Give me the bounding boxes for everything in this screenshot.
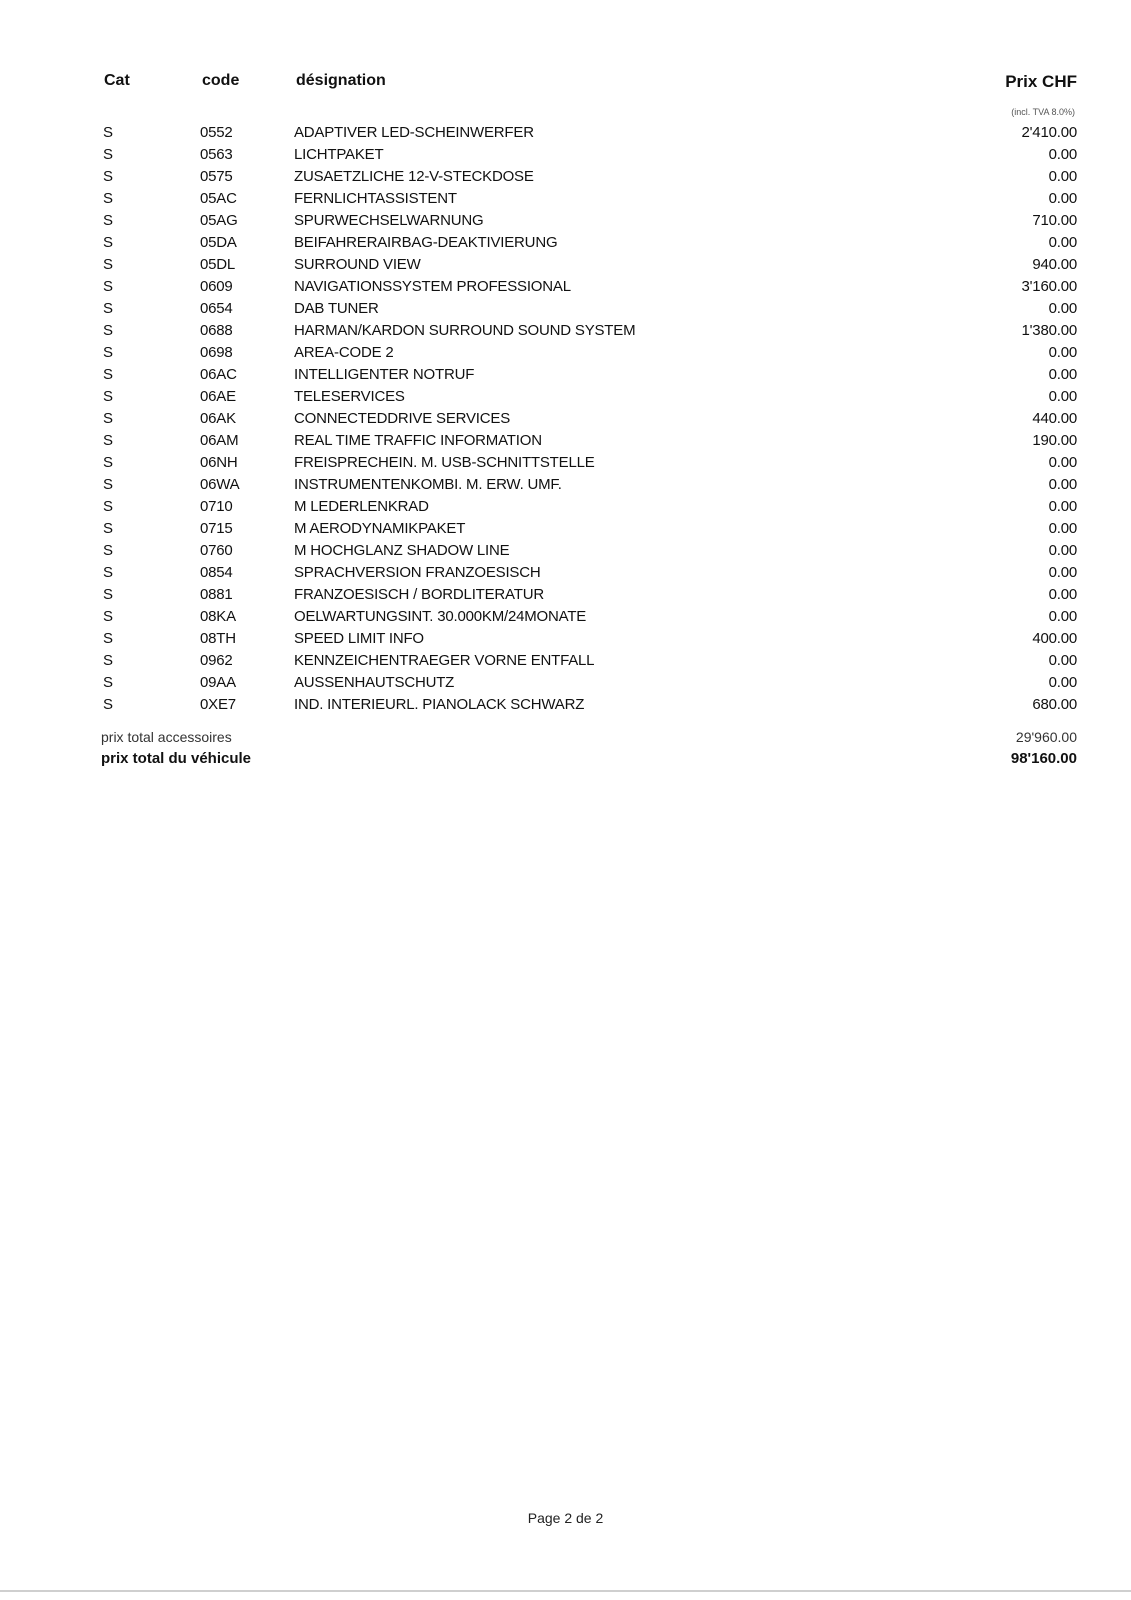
scan-edge-line: [0, 1590, 1131, 1592]
row-price: 1'380.00: [1021, 322, 1077, 339]
row-designation: AREA-CODE 2: [294, 344, 394, 361]
row-cat: S: [103, 300, 113, 317]
row-designation: HARMAN/KARDON SURROUND SOUND SYSTEM: [294, 322, 636, 339]
row-price: 0.00: [1048, 542, 1077, 559]
table-row: [101, 232, 1077, 254]
row-price: 190.00: [1032, 432, 1077, 449]
row-designation: NAVIGATIONSSYSTEM PROFESSIONAL: [294, 278, 571, 295]
row-cat: S: [103, 256, 113, 273]
row-code: 06AM: [200, 432, 239, 449]
row-designation: KENNZEICHENTRAEGER VORNE ENTFALL: [294, 652, 595, 669]
table-row: [101, 254, 1077, 276]
row-cat: S: [103, 498, 113, 515]
row-price: 0.00: [1048, 608, 1077, 625]
row-code: 08TH: [200, 630, 236, 647]
row-price: 0.00: [1048, 190, 1077, 207]
row-designation: SURROUND VIEW: [294, 256, 421, 273]
row-price: 0.00: [1048, 146, 1077, 163]
row-cat: S: [103, 190, 113, 207]
header-cat: Cat: [104, 72, 130, 89]
row-code: 0854: [200, 564, 233, 581]
row-cat: S: [103, 212, 113, 229]
row-cat: S: [103, 388, 113, 405]
table-row: [101, 452, 1077, 474]
row-code: 0609: [200, 278, 233, 295]
row-price: 0.00: [1048, 476, 1077, 493]
total-vehicle-label: prix total du véhicule: [101, 750, 252, 767]
table-row: [101, 606, 1077, 628]
row-code: 05AG: [200, 212, 238, 229]
row-designation: FRANZOESISCH / BORDLITERATUR: [294, 586, 544, 603]
row-designation: SPURWECHSELWARNUNG: [294, 212, 484, 229]
row-code: 05DL: [200, 256, 236, 273]
row-price: 710.00: [1032, 212, 1077, 229]
total-vehicle-row: [101, 748, 1077, 769]
row-price: 0.00: [1048, 564, 1077, 581]
row-price: 940.00: [1032, 256, 1077, 273]
row-price: 0.00: [1048, 234, 1077, 251]
row-designation: ADAPTIVER LED-SCHEINWERFER: [294, 124, 534, 141]
row-code: 06WA: [200, 476, 240, 493]
table-row: [101, 298, 1077, 320]
table-row: [101, 584, 1077, 606]
table-row: [101, 166, 1077, 188]
row-cat: S: [103, 564, 113, 581]
table-row: [101, 540, 1077, 562]
row-price: 0.00: [1048, 366, 1077, 383]
table-row: [101, 276, 1077, 298]
row-cat: S: [103, 520, 113, 537]
row-designation: IND. INTERIEURL. PIANOLACK SCHWARZ: [294, 696, 585, 713]
table-row: [101, 628, 1077, 650]
total-accessories-row: [101, 727, 1077, 748]
row-cat: S: [103, 608, 113, 625]
header-price: Prix CHF: [1005, 72, 1077, 91]
row-code: 0552: [200, 124, 233, 141]
vat-note: (incl. TVA 8.0%): [1011, 107, 1075, 117]
table-row: [101, 386, 1077, 408]
row-code: 06NH: [200, 454, 238, 471]
row-designation: DAB TUNER: [294, 300, 379, 317]
table-row: [101, 342, 1077, 364]
totals-block: [101, 727, 1077, 769]
row-price: 0.00: [1048, 388, 1077, 405]
row-price: 0.00: [1048, 168, 1077, 185]
table-row: [101, 650, 1077, 672]
row-code: 0881: [200, 586, 233, 603]
row-code: 0710: [200, 498, 233, 515]
row-code: 0575: [200, 168, 233, 185]
row-code: 08KA: [200, 608, 236, 625]
row-code: 06AK: [200, 410, 236, 427]
row-designation: FREISPRECHEIN. M. USB-SCHNITTSTELLE: [294, 454, 595, 471]
row-code: 0563: [200, 146, 233, 163]
row-designation: INSTRUMENTENKOMBI. M. ERW. UMF.: [294, 476, 562, 493]
row-designation: REAL TIME TRAFFIC INFORMATION: [294, 432, 542, 449]
row-cat: S: [103, 322, 113, 339]
row-designation: TELESERVICES: [294, 388, 405, 405]
row-price: 2'410.00: [1021, 124, 1077, 141]
row-designation: INTELLIGENTER NOTRUF: [294, 366, 475, 383]
row-price: 0.00: [1048, 674, 1077, 691]
row-price: 3'160.00: [1021, 278, 1077, 295]
row-cat: S: [103, 234, 113, 251]
row-designation: AUSSENHAUTSCHUTZ: [294, 674, 455, 691]
row-designation: FERNLICHTASSISTENT: [294, 190, 457, 207]
row-cat: S: [103, 146, 113, 163]
row-cat: S: [103, 454, 113, 471]
row-price: 0.00: [1048, 652, 1077, 669]
table-row: [101, 188, 1077, 210]
table-row: [101, 518, 1077, 540]
total-accessories-label: prix total accessoires: [101, 729, 232, 745]
table-row: [101, 430, 1077, 452]
row-designation: M AERODYNAMIKPAKET: [294, 520, 466, 537]
row-price: 0.00: [1048, 300, 1077, 317]
row-designation: M LEDERLENKRAD: [294, 498, 429, 515]
row-designation: OELWARTUNGSINT. 30.000KM/24MONATE: [294, 608, 587, 625]
row-cat: S: [103, 674, 113, 691]
row-designation: BEIFAHRERAIRBAG-DEAKTIVIERUNG: [294, 234, 558, 251]
row-code: 0698: [200, 344, 233, 361]
row-price: 0.00: [1048, 586, 1077, 603]
page-number: Page 2 de 2: [527, 1510, 604, 1526]
table-row: [101, 210, 1077, 232]
table-row: [101, 672, 1077, 694]
total-vehicle-value: 98'160.00: [1010, 750, 1077, 767]
row-price: 680.00: [1032, 696, 1077, 713]
total-accessories-value: 29'960.00: [1015, 729, 1077, 745]
table-row: [101, 144, 1077, 166]
table-row: [101, 364, 1077, 386]
row-price: 440.00: [1032, 410, 1077, 427]
row-cat: S: [103, 366, 113, 383]
row-cat: S: [103, 696, 113, 713]
row-cat: S: [103, 168, 113, 185]
row-designation: M HOCHGLANZ SHADOW LINE: [294, 542, 510, 559]
table-row: [101, 122, 1077, 144]
row-cat: S: [103, 586, 113, 603]
row-price: 0.00: [1048, 454, 1077, 471]
row-price: 0.00: [1048, 520, 1077, 537]
row-cat: S: [103, 476, 113, 493]
table-row: [101, 694, 1077, 716]
row-code: 0654: [200, 300, 233, 317]
row-designation: SPEED LIMIT INFO: [294, 630, 424, 647]
row-code: 0962: [200, 652, 233, 669]
row-designation: SPRACHVERSION FRANZOESISCH: [294, 564, 541, 581]
row-price: 0.00: [1048, 344, 1077, 361]
row-price: 400.00: [1032, 630, 1077, 647]
row-code: 09AA: [200, 674, 236, 691]
row-cat: S: [103, 344, 113, 361]
row-code: 0760: [200, 542, 233, 559]
header-code: code: [202, 72, 240, 89]
row-cat: S: [103, 278, 113, 295]
row-code: 05AC: [200, 190, 237, 207]
table-header: [104, 72, 1077, 96]
row-code: 0715: [200, 520, 233, 537]
row-cat: S: [103, 542, 113, 559]
row-cat: S: [103, 432, 113, 449]
row-cat: S: [103, 630, 113, 647]
row-cat: S: [103, 124, 113, 141]
options-table: [101, 122, 1077, 716]
row-code: 06AC: [200, 366, 237, 383]
table-row: [101, 562, 1077, 584]
row-cat: S: [103, 410, 113, 427]
row-code: 0688: [200, 322, 233, 339]
table-row: [101, 320, 1077, 342]
table-row: [101, 496, 1077, 518]
table-row: [101, 474, 1077, 496]
row-designation: LICHTPAKET: [294, 146, 384, 163]
row-price: 0.00: [1048, 498, 1077, 515]
header-designation: désignation: [296, 72, 386, 89]
row-code: 06AE: [200, 388, 236, 405]
row-code: 05DA: [200, 234, 237, 251]
row-designation: CONNECTEDDRIVE SERVICES: [294, 410, 510, 427]
row-designation: ZUSAETZLICHE 12-V-STECKDOSE: [294, 168, 534, 185]
row-code: 0XE7: [200, 696, 236, 713]
row-cat: S: [103, 652, 113, 669]
table-row: [101, 408, 1077, 430]
